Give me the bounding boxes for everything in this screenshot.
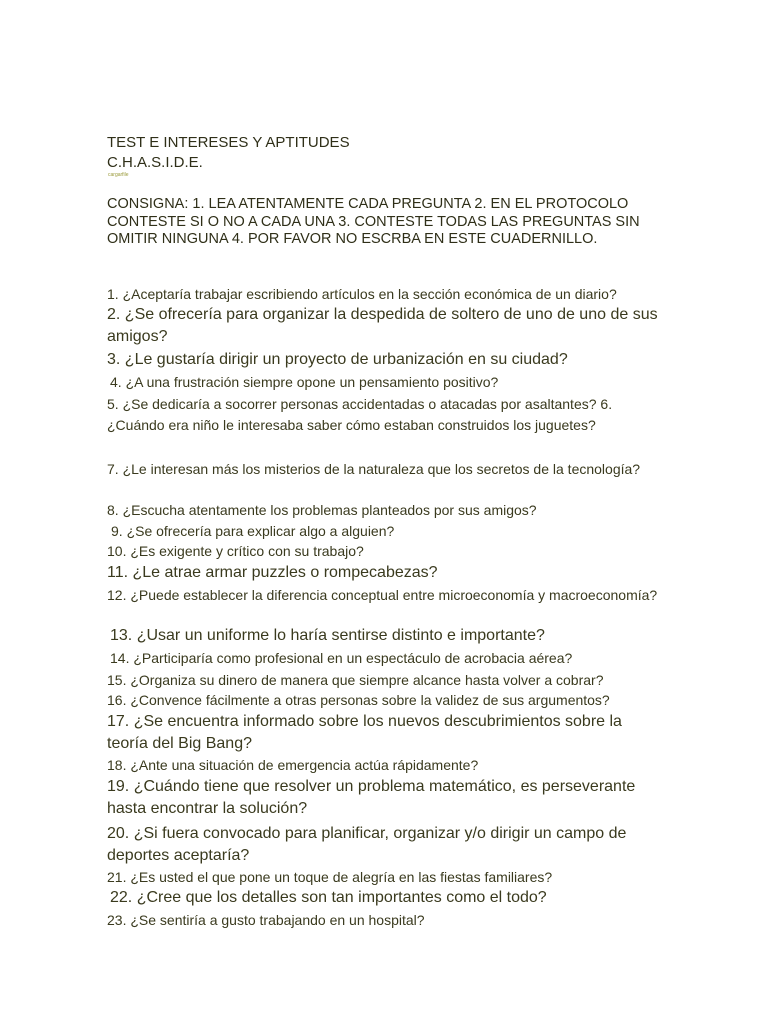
question-13: 13. ¿Usar un uniforme lo haría sentirse distinto e importante? [110, 627, 545, 644]
question-1: 1. ¿Aceptaría trabajar escribiendo artículos en la sección económica de un diario? [107, 286, 617, 302]
question-15: 15. ¿Organiza su dinero de manera que siempre alcance hasta volver a cobrar? [107, 672, 604, 688]
question-10: 10. ¿Es exigente y crítico con su trabajo? [107, 543, 364, 559]
document-title: TEST E INTERESES Y APTITUDES [107, 134, 350, 151]
question-8: 8. ¿Escucha atentamente los problemas planteados por sus amigos? [107, 502, 537, 518]
question-3: 3. ¿Le gustaría dirigir un proyecto de urbanización en su ciudad? [107, 351, 568, 368]
small-mark: cargarfile [108, 172, 129, 178]
question-16: 16. ¿Convence fácilmente a otras personas sobre la validez de sus argumentos? [107, 692, 610, 708]
question-20: 20. ¿Si fuera convocado para planificar, organizar y/o dirigir un campo de deportes aceptaría? [107, 825, 627, 864]
question-2: 2. ¿Se ofrecería para organizar la despedida de soltero de uno de uno de sus amigos? [107, 306, 658, 345]
question-23: 23. ¿Se sentiría a gusto trabajando en un hospital? [107, 912, 425, 928]
instructions-paragraph: CONSIGNA: 1. LEA ATENTAMENTE CADA PREGUNTA 2. EN EL PROTOCOLO CONTESTE SI O NO A CADA UNA 3. CONTESTE TODAS LAS PREGUNTAS SIN OMITIR NINGUNA 4. POR FAVOR NO ESCRBA EN ESTE CUADERNILLO. [107, 196, 640, 247]
question-14: 14. ¿Participaría como profesional en un espectáculo de acrobacia aérea? [110, 650, 573, 666]
question-7: 7. ¿Le interesan más los misterios de la naturaleza que los secretos de la tecnología? [107, 461, 641, 477]
question-9: 9. ¿Se ofrecería para explicar algo a alguien? [111, 523, 395, 539]
question-11: 11. ¿Le atrae armar puzzles o rompecabezas? [107, 564, 438, 581]
question-21: 21. ¿Es usted el que pone un toque de alegría en las fiestas familiares? [107, 869, 553, 885]
question-22: 22. ¿Cree que los detalles son tan importantes como el todo? [110, 889, 547, 906]
question-5-6: 5. ¿Se dedicaría a socorrer personas accidentadas o atacadas por asaltantes? 6. ¿Cuándo era niño le interesaba saber cómo estaban construidos los juguetes? [107, 396, 613, 433]
question-19: 19. ¿Cuándo tiene que resolver un problema matemático, es perseverante hasta encontrar la solución? [107, 778, 636, 817]
question-12: 12. ¿Puede establecer la diferencia conceptual entre microeconomía y macroeconomía? [107, 587, 658, 603]
question-18: 18. ¿Ante una situación de emergencia actúa rápidamente? [107, 757, 479, 773]
question-17: 17. ¿Se encuentra informado sobre los nuevos descubrimientos sobre la teoría del Big Bang? [107, 713, 622, 752]
document-subtitle: C.H.A.S.I.D.E. [107, 154, 203, 171]
question-4: 4. ¿A una frustración siempre opone un pensamiento positivo? [110, 374, 499, 390]
